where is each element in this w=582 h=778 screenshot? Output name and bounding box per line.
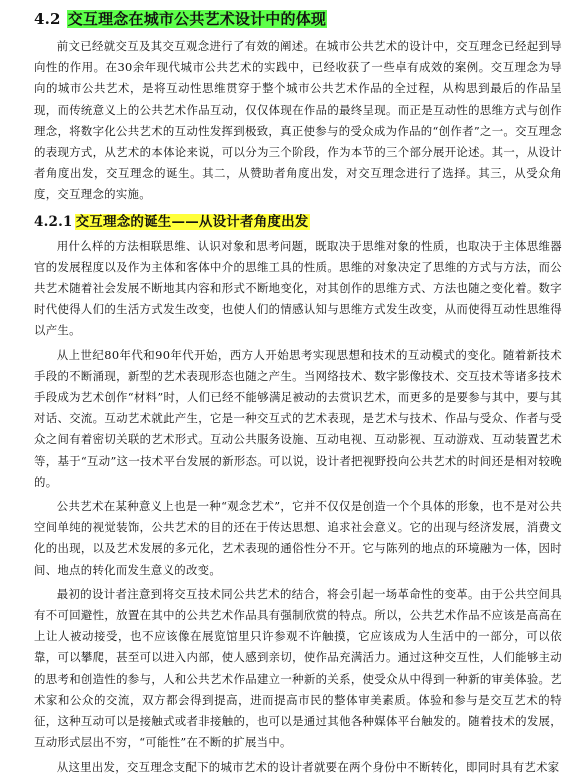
section-number: 4.2 xyxy=(34,10,61,28)
body-paragraph-5: 从这里出发，交互理念支配下的城市艺术的设计者就要在两个身份中不断转化，即同时具有艺术家 xyxy=(56,759,560,774)
intro-paragraph-1: 前文已经就交互及其交互观念进行了有效的阐述。在城市公共艺术的设计中，交互理念已经起到导向性的作用。在30余年现代城市公共艺术的实践中，已经收获了一些卓有成效的案例。交互理念为导向的城市公共艺术，是将互动性思维贯穿于整个城市公共艺术作品的全过程，从构思到最后的作品呈现，而传统意义上的公共艺术作品互动，仅仅体现在作品的最终呈现。而正是互动性的思维方式与创作理念，将数字化公共艺术的互动性发挥到极致，真正使参与的受众成为作品的“创作者”之一。交互理念的表现方式，从艺术的本体论来说，可以分为三个阶段，作为本节的三个部分展开论述。其一，从设计者角度出发，交互理念的诞生。其二，从赞助者角度出发，对交互理念进行了选择。其三，从受众角度，交互理念的实施。 xyxy=(34,39,562,202)
body-paragraph-1: 用什么样的方法相联思维、认识对象和思考问题，既取决于思维对象的性质，也取决于主体思维器官的发展程度以及作为主体和客体中介的思维工具的性质。思维的对象决定了思维的方式与方法，而公共艺术随着社会发展不断地其内容和形式不断地变化，对其创作的思维方式、方法也随之变化着。数字时代使得人们的生活方式发生改变，也使人们的情感认知与思维方式发生改变，从而使得互动性思维得以产生。 xyxy=(34,238,562,338)
body-paragraph-2: 从上世纪80年代和90年代开始，西方人开始思考实现思想和技术的互动模式的变化。随着新技术手段的不断涌现，新型的艺术表现形态也随之产生。当网络技术、数字影像技术、交互技术等诸多技术手段成为艺术创作“材料”时，人们已经不能够满足被动的去赏识艺术，而更多的是要参与其中，要与其对话、交流。互动艺术就此产生，它是一种交互式的艺术表现，是艺术与技术、作品与受众、作者与受众之间有着密切关联的艺术形式。互动公共服务设施、互动电视、互动影视、互动游戏、互动装置艺术等，基于“互动”这一技术平台发展的新形态。可以说，设计者把视野投向公共艺术的时间还是相对较晚的。 xyxy=(34,347,562,489)
body-paragraph-3: 公共艺术在某种意义上也是一种“观念艺术”，它并不仅仅是创造一个个具体的形象，也不是对公共空间单纯的视觉装饰，公共艺术的目的还在于传达思想、追求社会意义。它的出现与经济发展，消费文化的出现，以及艺术发展的多元化，艺术表现的通俗性分不开。它与陈列的地点的环境融为一体，因时间、地点的转化而发生意义的改变。 xyxy=(34,499,562,577)
section-heading xyxy=(34,8,562,30)
subsection-title: 交互理念的诞生——从设计者角度出发 xyxy=(75,213,309,230)
subsection-heading xyxy=(34,212,562,232)
subsection-number: 4.2.1 xyxy=(34,213,73,230)
section-title: 交互理念在城市公共艺术设计中的体现 xyxy=(67,10,327,28)
body-paragraph-4: 最初的设计者注意到将交互技术同公共艺术的结合，将会引起一场革命性的变革。由于公共空间具有不可回避性，放置在其中的公共艺术作品具有强制欣赏的特点。所以，公共艺术作品不应该是高高在上让人被动接受，也不应该像在展览馆里只许参观不许触摸，它应该成为人生活中的一部分，可以依靠，可以攀爬，甚至可以进入内部，使人感到亲切，使作品充满活力。通过这种交互性，人们能够主动的思考和创造性的参与，人和公共艺术作品建立一种新的关系，使受众从中得到一种新的审美体验。艺术家和公众的交流，双方都会得到提高，进而提高市民的整体审美素质。体验和参与是交互艺术的特征，这种互动可以是接触式或者非接触的，也可以是通过其他各种媒体平台触发的。随着技术的发展，互动形式层出不穷，“可能性”在不断的扩展当中。 xyxy=(34,586,562,750)
